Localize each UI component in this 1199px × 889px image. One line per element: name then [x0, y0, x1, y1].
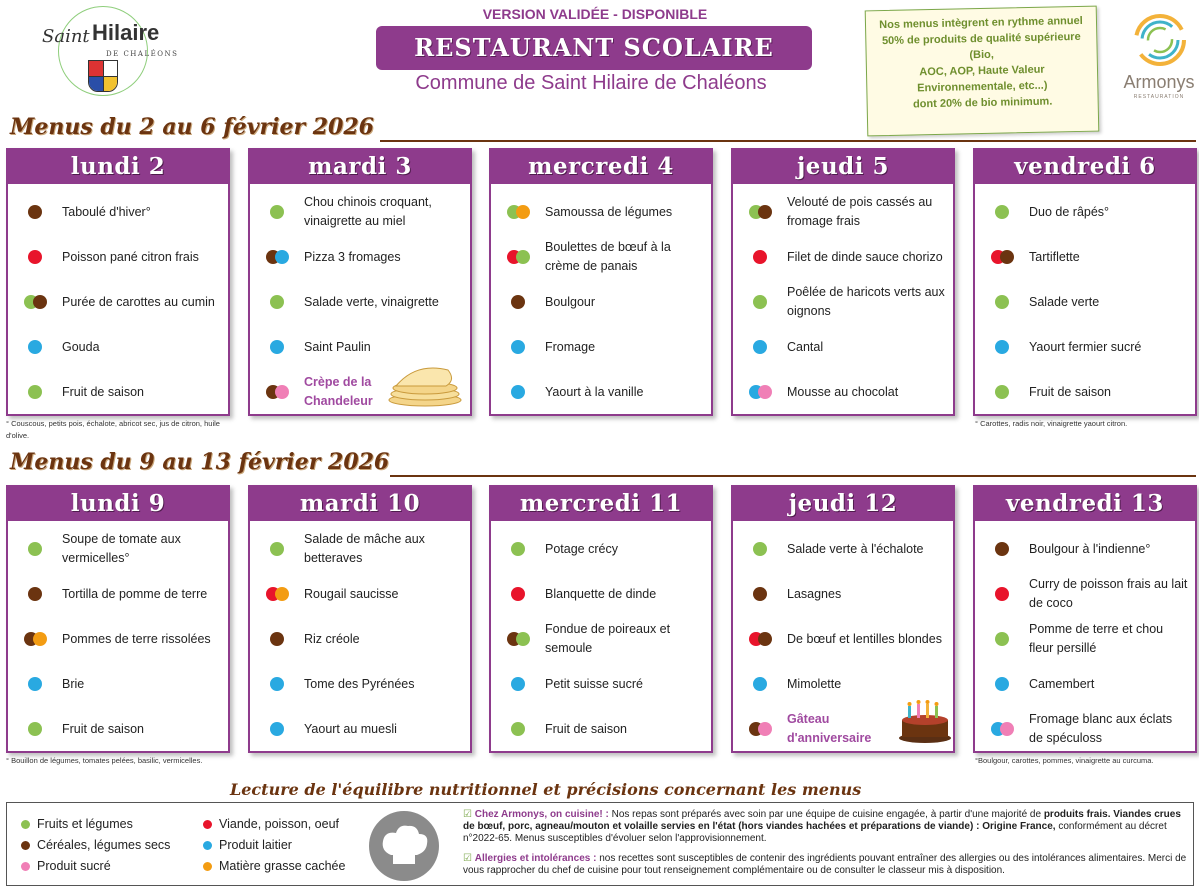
green-dot-icon	[28, 722, 42, 736]
nutrition-dots	[511, 205, 535, 219]
dish-name: Yaourt fermier sucré	[1029, 339, 1142, 354]
day-card	[489, 148, 713, 416]
nutrition-dots	[511, 722, 535, 736]
nutrition-dots	[511, 542, 535, 556]
nutrition-dots	[753, 632, 777, 646]
armonys-logo	[1120, 6, 1198, 102]
dish-name: Boulgour à l'indienne°	[1029, 541, 1151, 556]
day-name: mardi 3	[250, 150, 470, 184]
dish-name: Yaourt à la vanille	[545, 384, 644, 399]
legend-label: Matière grasse cachée	[219, 859, 346, 873]
nutrition-dots	[28, 295, 52, 309]
dish-name: Fruit de saison	[62, 721, 144, 736]
nutrition-dots	[28, 250, 52, 264]
allergy-info-head: Allergies et intolérances :	[474, 853, 597, 864]
legend-item	[21, 838, 170, 852]
legend-dot	[21, 841, 30, 850]
dish-row	[491, 709, 711, 749]
cooking-info-highlight: produits frais.	[1043, 809, 1111, 820]
dish-row	[250, 237, 470, 277]
dish-row	[8, 619, 228, 659]
dish-row	[975, 372, 1195, 412]
dish-name: Yaourt au muesli	[304, 721, 397, 736]
green-dot-icon	[516, 250, 530, 264]
week-divider	[380, 140, 1196, 142]
day-card	[973, 148, 1197, 416]
chef-hat-icon	[369, 811, 439, 881]
dish-row	[8, 282, 228, 322]
dish-name: Chou chinois croquant, vinaigrette au miel	[304, 195, 432, 228]
birthday-cake-illustration	[898, 698, 952, 744]
legend-label: Céréales, légumes secs	[37, 838, 171, 852]
dish-row	[491, 664, 711, 704]
dish-row	[250, 619, 470, 659]
footnote: ° Couscous, petits pois, échalote, abricot sec, jus de citron, huile d'olive.	[6, 419, 220, 440]
green-dot-icon	[516, 632, 530, 646]
green-dot-icon	[995, 385, 1009, 399]
logo-saint-text: Saint	[42, 26, 90, 47]
orange-dot-icon	[33, 632, 47, 646]
dish-name: Purée de carottes au cumin	[62, 294, 215, 309]
dish-row	[8, 664, 228, 704]
nutrition-dots	[753, 677, 777, 691]
green-dot-icon	[511, 542, 525, 556]
day-card	[248, 485, 472, 753]
dish-row	[8, 709, 228, 749]
cooking-info-decree: conformément au décret n°2022-65. Menus susceptibles d'évoluer selon l'approvisionnement.	[463, 821, 1167, 844]
dish-name: Gâteau d'anniversaire	[787, 712, 872, 745]
nutrition-dots	[270, 340, 294, 354]
legend-item	[21, 859, 111, 873]
dish-name: Pizza 3 fromages	[304, 249, 401, 264]
dish-row	[250, 192, 470, 232]
nutrition-dots	[753, 205, 777, 219]
nutrition-dots	[28, 587, 52, 601]
cooking-info-text: Nos repas sont préparés avec soin par une équipe de cuisine engagée, à partir d'une majorité de	[611, 809, 1042, 820]
nutrition-dots	[995, 250, 1019, 264]
nutrition-dots	[28, 340, 52, 354]
allergy-info	[463, 853, 1187, 877]
nutrition-dots	[995, 385, 1019, 399]
green-dot-icon	[270, 205, 284, 219]
dish-name: Pommes de terre rissolées	[62, 631, 211, 646]
nutrition-dots	[270, 632, 294, 646]
day-name: lundi 2	[8, 150, 228, 184]
dish-row	[975, 282, 1195, 322]
dish-row	[975, 237, 1195, 277]
nutrition-dots	[511, 295, 535, 309]
coat-of-arms-icon	[88, 60, 118, 92]
green-dot-icon	[28, 385, 42, 399]
dish-name: Tartiflette	[1029, 249, 1080, 264]
allergy-info-text: nos recettes sont susceptibles de contenir des ingrédients pouvant entraîner des allergies ou des intolérances alimentaires. Merci de vous rapprocher du chef de cuisine pour tout renseignement complémentaire ou de consulter le classeur mis à disposition.	[463, 853, 1187, 876]
day-name: vendredi 13	[975, 487, 1195, 521]
footnote: °Boulgour, carottes, pommes, vinaigrette au curcuma.	[975, 756, 1154, 765]
brown-dot-icon	[511, 295, 525, 309]
checkbox-icon: ☑	[463, 853, 472, 864]
blue-dot-icon	[28, 340, 42, 354]
dish-row	[8, 574, 228, 614]
dish-name: Cantal	[787, 339, 824, 354]
day-card	[489, 485, 713, 753]
nutrition-dots	[28, 632, 52, 646]
dish-row	[491, 237, 711, 277]
cooking-info	[463, 809, 1187, 845]
nutrition-dots	[270, 542, 294, 556]
footnote: ° Carottes, radis noir, vinaigrette yaourt citron.	[975, 419, 1128, 428]
footnote: ° Bouillon de légumes, tomates pelées, basilic, vermicelles.	[6, 756, 203, 765]
legend-item	[203, 859, 345, 873]
dish-name: Curry de poisson frais au lait de coco	[1029, 577, 1188, 610]
dish-name: Gouda	[62, 339, 100, 354]
notice-line: AOC, AOP, Haute Valeur	[919, 63, 1045, 79]
dish-row	[491, 192, 711, 232]
dish-name: Fruit de saison	[1029, 384, 1111, 399]
dish-name: Lasagnes	[787, 586, 842, 601]
nutrition-dots	[511, 250, 535, 264]
dish-name: Taboulé d'hiver°	[62, 204, 151, 219]
page-title: RESTAURANT SCOLAIRE	[376, 26, 812, 70]
brown-dot-icon	[28, 205, 42, 219]
nutrition-dots	[753, 385, 777, 399]
dish-row	[733, 282, 953, 322]
nutrition-dots	[511, 587, 535, 601]
dish-row	[975, 529, 1195, 569]
red-dot-icon	[995, 587, 1009, 601]
nutrition-dots	[995, 295, 1019, 309]
green-dot-icon	[28, 542, 42, 556]
day-name: mercredi 11	[491, 487, 711, 521]
dish-name: De bœuf et lentilles blondes	[787, 631, 942, 646]
day-name: mercredi 4	[491, 150, 711, 184]
dish-row	[975, 664, 1195, 704]
dish-name: Salade de mâche aux betteraves	[304, 532, 425, 565]
dish-row	[733, 619, 953, 659]
nutrition-dots	[995, 677, 1019, 691]
red-dot-icon	[753, 250, 767, 264]
day-card	[6, 148, 230, 416]
notice-line: dont 20% de bio minimum.	[912, 95, 1053, 111]
dish-row	[250, 282, 470, 322]
dish-name: Soupe de tomate aux vermicelles°	[62, 532, 181, 565]
day-name: jeudi 12	[733, 487, 953, 521]
dish-name: Rougail saucisse	[304, 586, 399, 601]
checkbox-icon: ☑	[463, 809, 472, 820]
nutrition-dots	[511, 677, 535, 691]
version-label: VERSION VALIDÉE - DISPONIBLE	[482, 6, 708, 22]
notice-line: Nos menus intègrent en rythme annuel	[879, 14, 1083, 32]
nutrition-dots	[511, 385, 535, 399]
logo-subtitle: DE CHALÉONS	[106, 50, 179, 58]
dish-row	[975, 619, 1195, 659]
blue-dot-icon	[995, 677, 1009, 691]
green-dot-icon	[995, 295, 1009, 309]
nutrition-dots	[270, 385, 294, 399]
dish-row	[733, 529, 953, 569]
blue-dot-icon	[270, 722, 284, 736]
dish-row	[975, 574, 1195, 614]
dish-name: Duo de râpés°	[1029, 204, 1110, 219]
dish-name: Riz créole	[304, 631, 360, 646]
dish-row	[8, 237, 228, 277]
green-dot-icon	[995, 632, 1009, 646]
blue-dot-icon	[511, 340, 525, 354]
legend-dot	[21, 820, 30, 829]
pink-dot-icon	[275, 385, 289, 399]
dish-name: Crèpe de la Chandeleur	[304, 375, 373, 408]
blue-dot-icon	[753, 677, 767, 691]
pink-dot-icon	[758, 385, 772, 399]
nutrition-dots	[995, 205, 1019, 219]
blue-dot-icon	[28, 677, 42, 691]
cooking-info-head: Chez Armonys, on cuisine! :	[474, 809, 609, 820]
legend-dot	[21, 862, 30, 871]
brand-sub: RESTAURATION	[1133, 94, 1185, 100]
dish-row	[250, 664, 470, 704]
red-dot-icon	[28, 250, 42, 264]
nutrition-dots	[511, 632, 535, 646]
dish-name: Fruit de saison	[62, 384, 144, 399]
day-card	[731, 148, 955, 416]
dish-row	[491, 372, 711, 412]
dish-name: Mousse au chocolat	[787, 384, 899, 399]
dish-row	[491, 619, 711, 659]
dish-name: Fromage	[545, 339, 596, 354]
legend-item	[203, 838, 292, 852]
red-dot-icon	[511, 587, 525, 601]
brand-name: Armonys	[1123, 72, 1195, 92]
dish-name: Tortilla de pomme de terre	[62, 586, 208, 601]
cooking-info-meat: Viandes crues de bœuf, porc, agneau/mouton et volaille servies en l'état (hors viandes hachées et préparations de viande) :	[463, 809, 1181, 832]
green-dot-icon	[270, 295, 284, 309]
legend-box	[6, 802, 1194, 886]
dish-name: Fruit de saison	[545, 721, 627, 736]
dish-row	[491, 529, 711, 569]
blue-dot-icon	[270, 677, 284, 691]
dish-row	[733, 192, 953, 232]
dish-row	[491, 574, 711, 614]
dish-row	[250, 529, 470, 569]
legend-item	[203, 817, 339, 831]
green-dot-icon	[995, 205, 1009, 219]
orange-dot-icon	[516, 205, 530, 219]
notice-line: 50% de produits de qualité supérieure (Bio,	[881, 30, 1081, 62]
dish-name: Fromage blanc aux éclats de spéculoss	[1029, 712, 1173, 745]
brown-dot-icon	[995, 542, 1009, 556]
nutrition-dots	[995, 340, 1019, 354]
commune-name: Commune de Saint Hilaire de Chaléons	[415, 72, 767, 94]
legend-label: Fruits et légumes	[37, 817, 133, 831]
nutrition-dots	[753, 250, 777, 264]
dish-row	[491, 327, 711, 367]
dish-name: Velouté de pois cassés au fromage frais	[787, 195, 933, 228]
nutrition-dots	[28, 677, 52, 691]
nutrition-dots	[270, 250, 294, 264]
brown-dot-icon	[33, 295, 47, 309]
dish-row	[733, 237, 953, 277]
dish-row	[733, 372, 953, 412]
legend-item	[21, 817, 133, 831]
brown-dot-icon	[1000, 250, 1014, 264]
dish-row	[975, 709, 1195, 749]
notice-line: Environnementale, etc...)	[917, 79, 1048, 95]
day-name: jeudi 5	[733, 150, 953, 184]
blue-dot-icon	[995, 340, 1009, 354]
pink-dot-icon	[758, 722, 772, 736]
nutrition-dots	[995, 542, 1019, 556]
pink-dot-icon	[1000, 722, 1014, 736]
day-name: vendredi 6	[975, 150, 1195, 184]
week-title: Menus du 9 au 13 février 2026	[10, 449, 390, 475]
nutrition-dots	[753, 340, 777, 354]
nutrition-dots	[995, 722, 1019, 736]
dish-name: Salade verte, vinaigrette	[304, 294, 439, 309]
armonys-ring-icon	[1130, 10, 1190, 70]
nutrition-dots	[995, 632, 1019, 646]
green-dot-icon	[753, 295, 767, 309]
day-card	[973, 485, 1197, 753]
dish-name: Brie	[62, 676, 85, 691]
nutrition-dots	[28, 205, 52, 219]
nutrition-dots	[270, 205, 294, 219]
blue-dot-icon	[275, 250, 289, 264]
day-name: lundi 9	[8, 487, 228, 521]
nutrition-dots	[511, 340, 535, 354]
dish-name: Tome des Pyrénées	[304, 676, 415, 691]
nutrition-dots	[753, 542, 777, 556]
green-dot-icon	[753, 542, 767, 556]
dish-name: Filet de dinde sauce chorizo	[787, 249, 943, 264]
dish-name: Petit suisse sucré	[545, 676, 643, 691]
blue-dot-icon	[511, 385, 525, 399]
crepe-illustration	[386, 358, 464, 408]
dish-row	[733, 574, 953, 614]
nutrition-dots	[753, 295, 777, 309]
commune-logo	[40, 6, 180, 96]
nutrition-dots	[270, 722, 294, 736]
legend-dot	[203, 862, 212, 871]
day-name: mardi 10	[250, 487, 470, 521]
quality-notice	[865, 6, 1100, 137]
orange-dot-icon	[275, 587, 289, 601]
dish-name: Potage crécy	[545, 541, 618, 556]
dish-row	[8, 372, 228, 412]
week-divider	[390, 475, 1196, 477]
blue-dot-icon	[753, 340, 767, 354]
cooking-info-origin: Origine France,	[982, 821, 1056, 832]
dish-row	[8, 327, 228, 367]
dish-name: Samoussa de légumes	[545, 204, 673, 219]
dish-row	[975, 327, 1195, 367]
week-title: Menus du 2 au 6 février 2026	[10, 114, 374, 140]
dish-row	[975, 192, 1195, 232]
dish-name: Boulgour	[545, 294, 596, 309]
nutrition-dots	[753, 722, 777, 736]
brown-dot-icon	[753, 587, 767, 601]
dish-name: Boulettes de bœuf à la crème de panais	[545, 240, 671, 273]
blue-dot-icon	[511, 677, 525, 691]
legend-dot	[203, 841, 212, 850]
nutrition-dots	[995, 587, 1019, 601]
legend-title: Lecture de l'équilibre nutritionnel et précisions concernant les menus	[230, 780, 862, 799]
nutrition-dots	[270, 587, 294, 601]
dish-row	[491, 282, 711, 322]
green-dot-icon	[511, 722, 525, 736]
dish-name: Salade verte	[1029, 294, 1100, 309]
dish-name: Poêlée de haricots verts aux oignons	[787, 285, 945, 318]
brown-dot-icon	[758, 632, 772, 646]
brown-dot-icon	[758, 205, 772, 219]
dish-name: Fondue de poireaux et semoule	[545, 622, 671, 655]
nutrition-dots	[270, 677, 294, 691]
green-dot-icon	[270, 542, 284, 556]
nutrition-dots	[28, 722, 52, 736]
logo-hilaire-text: Hilaire	[92, 20, 160, 45]
legend-label: Produit sucré	[37, 859, 111, 873]
dish-row	[250, 709, 470, 749]
dish-row	[8, 192, 228, 232]
dish-name: Salade verte à l'échalote	[787, 541, 924, 556]
dish-row	[733, 327, 953, 367]
dish-row	[8, 529, 228, 569]
nutrition-dots	[28, 385, 52, 399]
legend-label: Produit laitier	[219, 838, 292, 852]
legend-label: Viande, poisson, oeuf	[219, 817, 340, 831]
brown-dot-icon	[270, 632, 284, 646]
dish-name: Pomme de terre et chou fleur persillé	[1029, 622, 1164, 655]
nutrition-dots	[270, 295, 294, 309]
blue-dot-icon	[270, 340, 284, 354]
brown-dot-icon	[28, 587, 42, 601]
nutrition-dots	[753, 587, 777, 601]
dish-name: Mimolette	[787, 676, 842, 691]
dish-name: Camembert	[1029, 676, 1095, 691]
legend-dot	[203, 820, 212, 829]
day-card	[6, 485, 230, 753]
nutrition-dots	[28, 542, 52, 556]
dish-row	[250, 574, 470, 614]
dish-name: Blanquette de dinde	[545, 586, 657, 601]
dish-name: Saint Paulin	[304, 339, 371, 354]
dish-name: Poisson pané citron frais	[62, 249, 199, 264]
